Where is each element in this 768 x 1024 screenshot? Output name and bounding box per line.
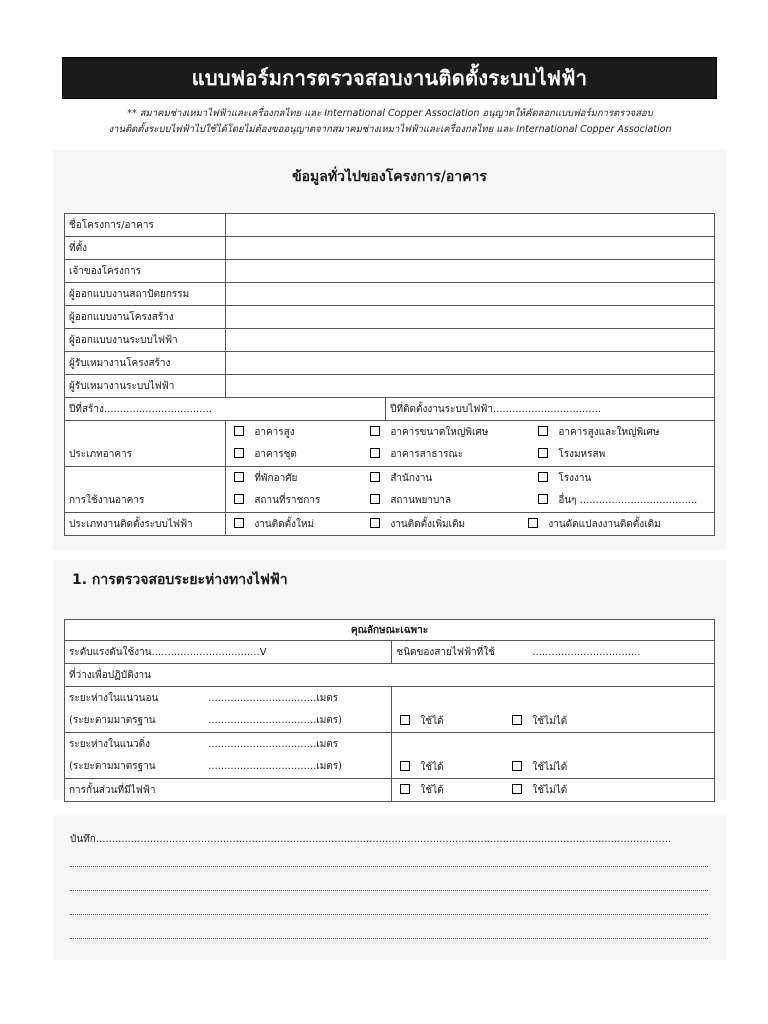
barrier-label: การกั้นส่วนที่มีไฟฟ้า <box>65 779 392 802</box>
checkbox-option[interactable]: งานติดตั้งเพิ่มเติม <box>370 517 528 532</box>
horiz-label: ระยะห่างในแนวนอน <box>65 687 205 710</box>
copyright-notice <box>60 106 720 138</box>
table-row <box>65 467 715 490</box>
notes-line[interactable] <box>70 938 708 939</box>
checkbox[interactable] <box>538 472 548 482</box>
table-row <box>65 687 715 710</box>
year-installed-field[interactable]: ปีที่ติดตั้งงานระบบไฟฟ้า.................................. <box>386 398 715 421</box>
building-type-options-row2 <box>226 444 715 467</box>
checkbox-option[interactable]: อาคารชุด <box>234 447 370 462</box>
table-row <box>65 375 715 398</box>
horiz-result <box>392 687 715 733</box>
checkbox-option[interactable]: ใช้ได้ <box>400 760 512 775</box>
checkbox[interactable] <box>512 761 522 771</box>
project-name-field[interactable] <box>226 214 715 237</box>
checkbox[interactable] <box>400 715 410 725</box>
checkbox-option[interactable]: สถานพยาบาล <box>370 493 538 508</box>
table-row <box>65 779 715 802</box>
checkbox[interactable] <box>234 518 244 528</box>
checkbox-option[interactable]: ใช้ไม่ได้ <box>512 714 567 729</box>
clearance-table <box>64 619 715 802</box>
checkbox-option[interactable]: งานติดตั้งใหม่ <box>234 517 370 532</box>
row-label: ผู้ออกแบบงานโครงสร้าง <box>65 306 226 329</box>
notice-line-1: ** สมาคมช่างเหมาไฟฟ้าและเครื่องกลไทย และ International Copper Association อนุญาตให้คัดลอกแบบฟอร์มการตรวจสอบ <box>127 108 653 119</box>
owner-field[interactable] <box>226 260 715 283</box>
table-row <box>65 283 715 306</box>
checkbox[interactable] <box>512 784 522 794</box>
install-type-label: ประเภทงานติดตั้งระบบไฟฟ้า <box>65 513 226 536</box>
checkbox[interactable] <box>538 494 548 504</box>
table-row <box>65 352 715 375</box>
notice-line-2: งานติดตั้งระบบไฟฟ้าไปใช้ได้โดยไม่ต้องขออนุญาตจากสมาคมช่างเหมาไฟฟ้าและเครื่องกลไทย และ International Copper Association <box>108 124 672 135</box>
horiz-std-label: (ระยะตามมาตรฐาน <box>65 710 205 733</box>
voltage-field[interactable]: ระดับแรงดันใช้งาน..................................V <box>65 641 392 664</box>
checkbox-option[interactable]: ใช้ไม่ได้ <box>512 783 567 798</box>
install-type-options <box>226 513 715 536</box>
table-row <box>65 306 715 329</box>
horiz-value[interactable]: ..................................เมตร <box>204 687 392 710</box>
vert-label: ระยะห่างในแนวดิ่ง <box>65 733 205 756</box>
checkbox[interactable] <box>400 761 410 771</box>
architect-field[interactable] <box>226 283 715 306</box>
horiz-std-value[interactable]: ..................................เมตร) <box>204 710 392 733</box>
checkbox[interactable] <box>538 426 548 436</box>
spec-header: คุณลักษณะเฉพาะ <box>65 620 715 641</box>
row-label: ผู้ออกแบบงานสถาปัตยกรรม <box>65 283 226 306</box>
wire-type-label: ชนิดของสายไฟฟ้าที่ใช้ <box>396 646 495 658</box>
table-row <box>65 733 715 756</box>
checkbox[interactable] <box>370 494 380 504</box>
row-label: ผู้ออกแบบงานระบบไฟฟ้า <box>65 329 226 352</box>
row-label: เจ้าของโครงการ <box>65 260 226 283</box>
wire-type-field[interactable] <box>392 641 715 664</box>
row-label: ชื่อโครงการ/อาคาร <box>65 214 226 237</box>
checkbox-option[interactable]: อาคารสาธารณะ <box>370 447 538 462</box>
checkbox-option[interactable]: ใช้ได้ <box>400 783 512 798</box>
checkbox[interactable] <box>370 472 380 482</box>
checkbox-option[interactable]: โรงงาน <box>538 471 591 486</box>
notes-line[interactable] <box>70 866 708 867</box>
checkbox[interactable] <box>512 715 522 725</box>
checkbox[interactable] <box>234 426 244 436</box>
checkbox-option[interactable]: อาคารสูง <box>234 425 370 440</box>
checkbox[interactable] <box>538 448 548 458</box>
vert-std-value[interactable]: ..................................เมตร) <box>204 756 392 779</box>
wire-type-dots: .................................. <box>532 646 641 658</box>
electrical-designer-field[interactable] <box>226 329 715 352</box>
usage-label: การใช้งานอาคาร <box>65 467 226 513</box>
form-title: แบบฟอร์มการตรวจสอบงานติดตั้งระบบไฟฟ้า <box>191 66 588 90</box>
notes-line[interactable] <box>70 890 708 891</box>
location-field[interactable] <box>226 237 715 260</box>
structural-designer-field[interactable] <box>226 306 715 329</box>
vert-std-label: (ระยะตามมาตรฐาน <box>65 756 205 779</box>
checkbox[interactable] <box>234 472 244 482</box>
table-row <box>65 513 715 536</box>
checkbox[interactable] <box>370 426 380 436</box>
vert-result <box>392 733 715 779</box>
checkbox[interactable] <box>400 784 410 794</box>
general-info-title: ข้อมูลทั่วไปของโครงการ/อาคาร <box>292 169 487 185</box>
checkbox[interactable] <box>234 494 244 504</box>
checkbox-option[interactable]: ใช้ไม่ได้ <box>512 760 567 775</box>
checkbox-option[interactable]: สถานที่ราชการ <box>234 493 370 508</box>
building-type-options-row1 <box>226 421 715 444</box>
checkbox-option[interactable]: สำนักงาน <box>370 471 538 486</box>
table-row <box>65 664 715 687</box>
checkbox[interactable] <box>234 448 244 458</box>
checkbox-option[interactable]: ใช้ได้ <box>400 714 512 729</box>
table-row <box>65 260 715 283</box>
checkbox[interactable] <box>370 448 380 458</box>
notes-line[interactable] <box>70 914 708 915</box>
table-row <box>65 421 715 444</box>
section1-title: 1. การตรวจสอบระยะห่างทางไฟฟ้า <box>72 572 288 588</box>
notes-label[interactable]: บันทึก..................................................................................................................................................................................... <box>70 834 672 845</box>
row-label: ผู้รับเหมางานระบบไฟฟ้า <box>65 375 226 398</box>
row-label: ที่ตั้ง <box>65 237 226 260</box>
usage-options-row1 <box>226 467 715 490</box>
structural-contractor-field[interactable] <box>226 352 715 375</box>
barrier-result <box>392 779 715 802</box>
electrical-contractor-field[interactable] <box>226 375 715 398</box>
checkbox-option[interactable]: อาคารสูงและใหญ่พิเศษ <box>538 425 659 440</box>
checkbox-option[interactable]: งานดัดแปลงงานติดตั้งเดิม <box>528 517 660 532</box>
form-title-bar <box>62 57 717 99</box>
checkbox[interactable] <box>370 518 380 528</box>
row-label: ผู้รับเหมางานโครงสร้าง <box>65 352 226 375</box>
workspace-label: ที่ว่างเพื่อปฏิบัติงาน <box>65 664 715 687</box>
usage-options-row2 <box>226 490 715 513</box>
table-row <box>65 620 715 641</box>
checkbox-option[interactable]: อื่นๆ ..................................... <box>538 493 697 508</box>
table-row <box>65 641 715 664</box>
vert-value[interactable]: ..................................เมตร <box>204 733 392 756</box>
table-row <box>65 214 715 237</box>
checkbox[interactable] <box>528 518 538 528</box>
checkbox-option[interactable]: โรงมหรสพ <box>538 447 605 462</box>
checkbox-option[interactable]: ที่พักอาศัย <box>234 471 370 486</box>
general-info-table <box>64 213 715 536</box>
table-row <box>65 398 715 421</box>
table-row <box>65 329 715 352</box>
year-built-field[interactable]: ปีที่สร้าง.................................. <box>65 398 386 421</box>
table-row <box>65 237 715 260</box>
building-type-label: ประเภทอาคาร <box>65 421 226 467</box>
checkbox-option[interactable]: อาคารขนาดใหญ่พิเศษ <box>370 425 538 440</box>
